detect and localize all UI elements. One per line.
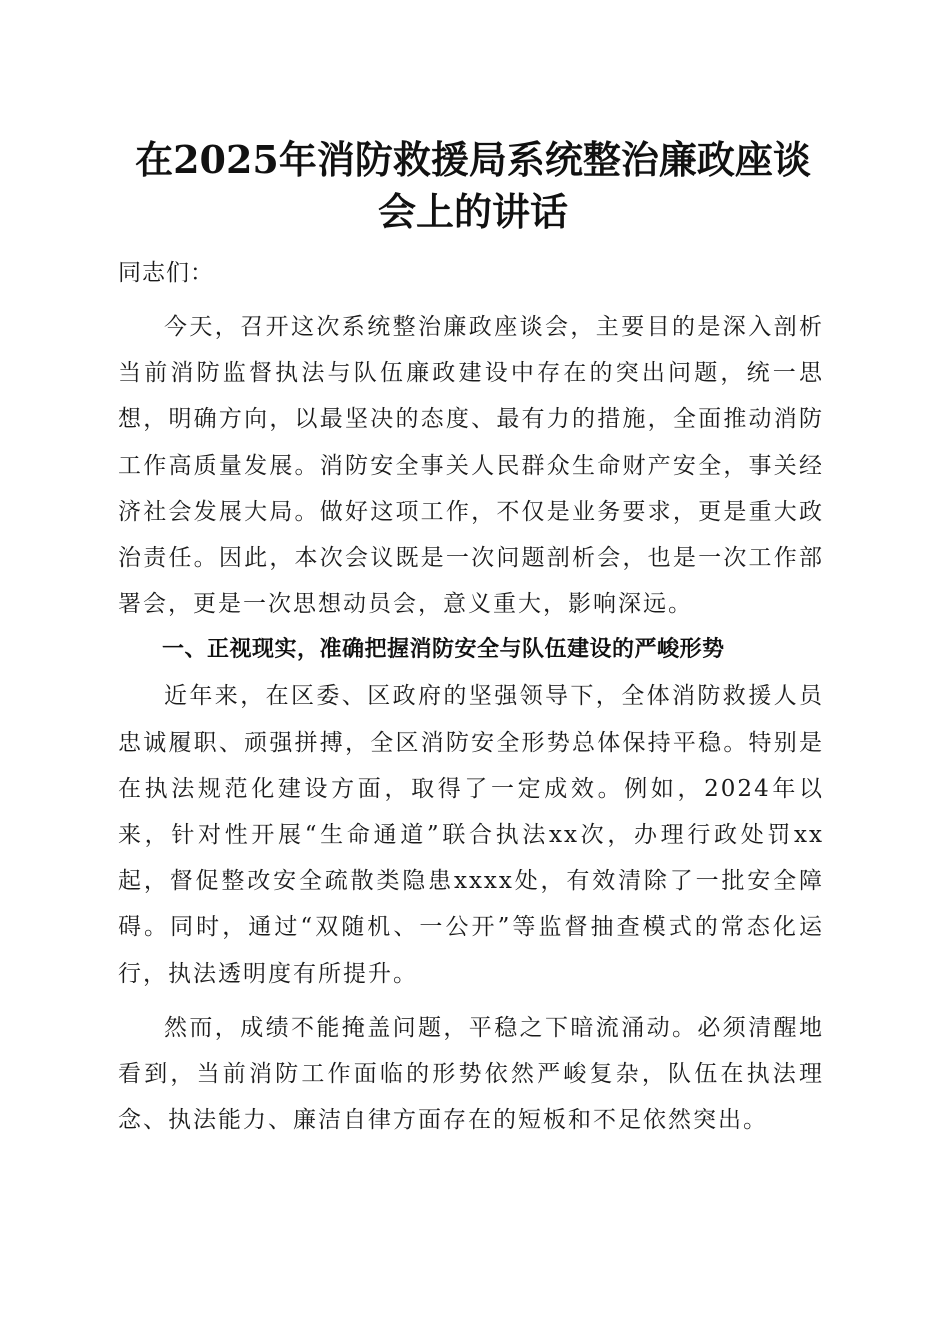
document-title: 在2025年消防救援局系统整治廉政座谈会上的讲话 — [135, 137, 811, 234]
salutation: 同志们： — [118, 260, 214, 286]
document-body — [118, 250, 824, 1143]
section-paragraph: 然而，成绩不能掩盖问题，平稳之下暗流涌动。必须清醒地看到，当前消防工作面临的形势依然严峻复杂，队伍在执法理念、执法能力、廉洁自律方面存在的短板和不足依然突出。 — [118, 1014, 824, 1134]
opening-paragraph: 今天，召开这次系统整治廉政座谈会，主要目的是深入剖析当前消防监督执法与队伍廉政建设中存在的突出问题，统一思想，明确方向，以最坚决的态度、最有力的措施，全面推动消防工作高质量发展。消防安全事关人民群众生命财产安全，事关经济社会发展大局。做好这项工作，不仅是业务要求，更是重大政治责任。因此，本次会议既是一次问题剖析会，也是一次工作部署会，更是一次思想动员会，意义重大，影响深远。 — [118, 314, 824, 618]
section-paragraph: 近年来，在区委、区政府的坚强领导下，全体消防救援人员忠诚履职、顽强拼搏，全区消防安全形势总体保持平稳。特别是在执法规范化建设方面，取得了一定成效。例如，2024年以来，针对性开展“生命通道”联合执法xx次，办理行政处罚xx起，督促整改安全疏散类隐患xxxx处，有效清除了一批安全障碍。同时，通过“双随机、一公开”等监督抽查模式的常态化运行，执法透明度有所提升。 — [118, 683, 824, 987]
section-heading: 一、正视现实，准确把握消防安全与队伍建设的严峻形势 — [162, 637, 725, 663]
